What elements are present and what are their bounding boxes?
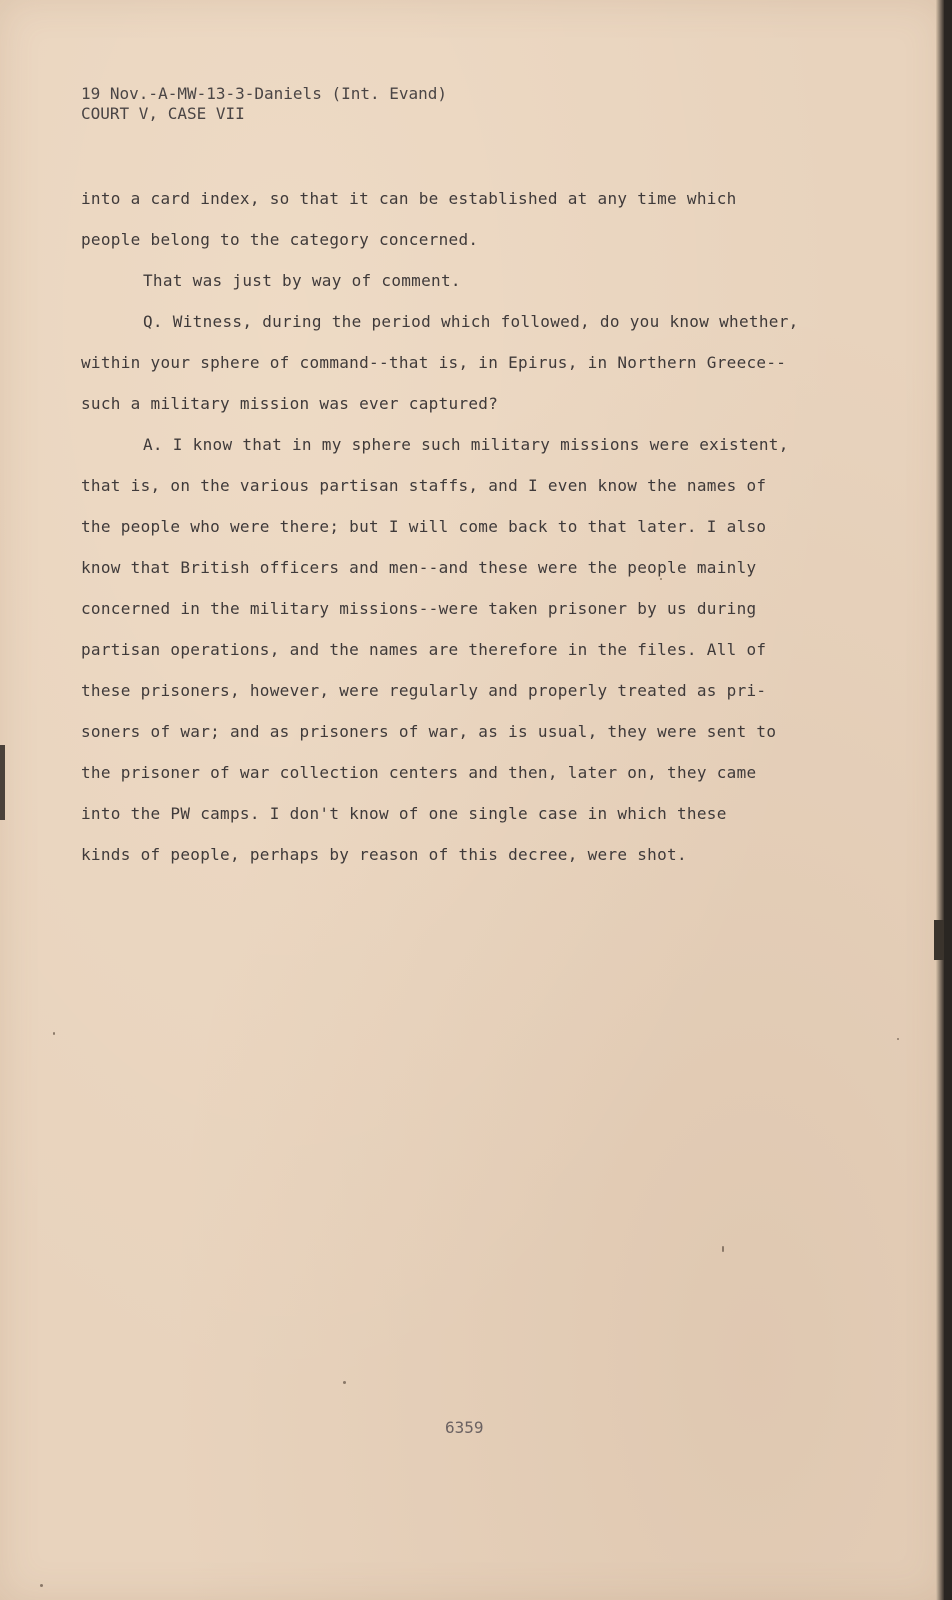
- body-line: these prisoners, however, were regularly and properly treated as pri-: [81, 681, 767, 700]
- body-line: the people who were there; but I will come back to that later. I also: [81, 517, 767, 536]
- body-line: the prisoner of war collection centers and then, later on, they came: [81, 763, 757, 782]
- paper-speck: [722, 1246, 724, 1252]
- body-line: concerned in the military missions--were taken prisoner by us during: [81, 599, 757, 618]
- body-line: Q. Witness, during the period which followed, do you know whether,: [143, 312, 799, 331]
- body-line: such a military mission was ever captured?: [81, 394, 499, 413]
- body-line: into a card index, so that it can be established at any time which: [81, 189, 737, 208]
- body-line: people belong to the category concerned.: [81, 230, 479, 249]
- body-line: that is, on the various partisan staffs, and I even know the names of: [81, 476, 767, 495]
- body-line: know that British officers and men--and these were the people mainly: [81, 558, 757, 577]
- body-line: That was just by way of comment.: [143, 271, 461, 290]
- binding-mark: [934, 920, 944, 960]
- document-header-line-2: COURT V, CASE VII: [81, 104, 245, 123]
- body-line: kinds of people, perhaps by reason of this decree, were shot.: [81, 845, 687, 864]
- paper-speck: [53, 1032, 55, 1035]
- paper-speck: [660, 578, 662, 580]
- paper-speck: [897, 1038, 899, 1040]
- binding-mark: [0, 745, 5, 820]
- page-number: 6359: [445, 1418, 484, 1437]
- document-header-line-1: 19 Nov.-A-MW-13-3-Daniels (Int. Evand): [81, 84, 448, 103]
- body-line: soners of war; and as prisoners of war, as is usual, they were sent to: [81, 722, 777, 741]
- body-line: partisan operations, and the names are therefore in the files. All of: [81, 640, 767, 659]
- body-line: within your sphere of command--that is, in Epirus, in Northern Greece--: [81, 353, 787, 372]
- page-edge: [936, 0, 944, 1600]
- body-line: into the PW camps. I don't know of one single case in which these: [81, 804, 727, 823]
- paper-speck: [40, 1584, 43, 1587]
- paper-speck: [343, 1381, 346, 1384]
- body-line: A. I know that in my sphere such military missions were existent,: [143, 435, 789, 454]
